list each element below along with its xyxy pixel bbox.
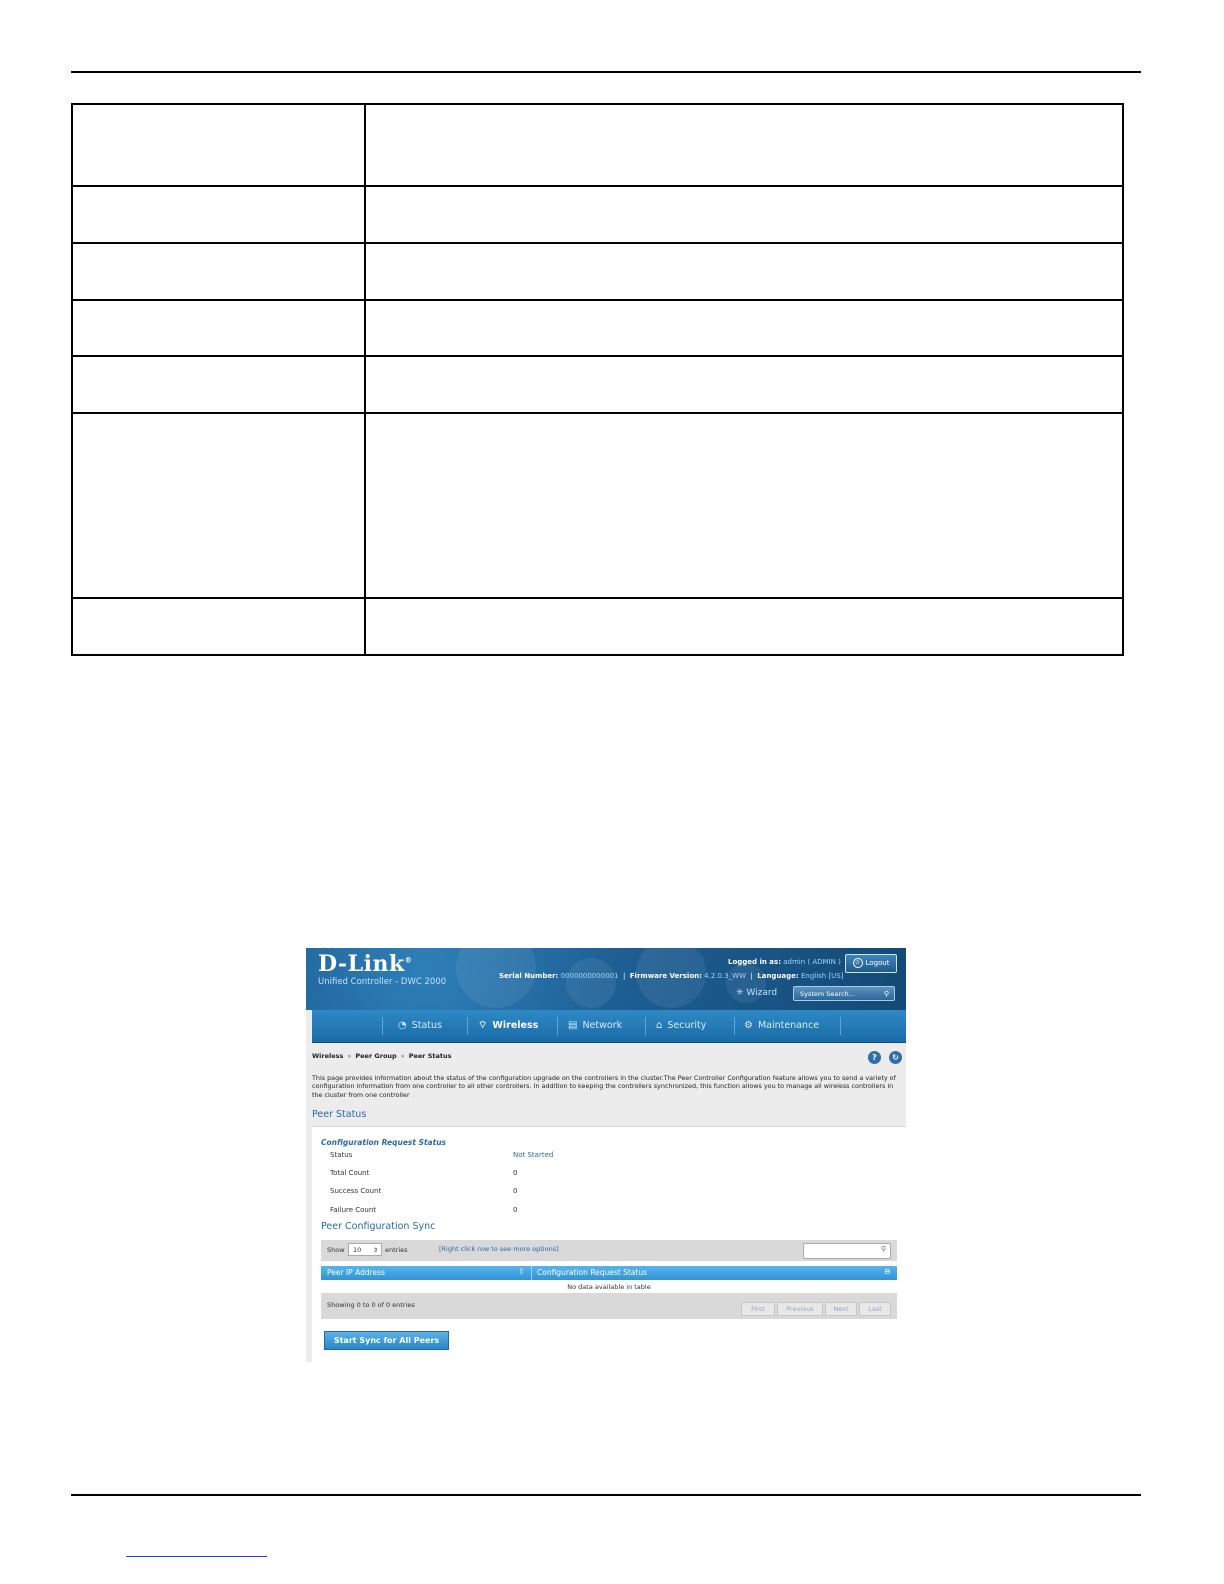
table-row [72,243,1123,300]
system-search-input[interactable]: System Search... ⚲ [793,986,895,1001]
table-info: Showing 0 to 0 of 0 entries [327,1301,415,1309]
table-cell-label [72,104,365,186]
pagination-previous[interactable]: Previous [777,1302,823,1316]
gear-icon: ⚙ [744,1020,753,1031]
pagination-last[interactable]: Last [859,1302,891,1316]
wizard-icon: ✳ [736,988,744,998]
show-label: Show [327,1246,345,1254]
table-cell-label [72,356,365,413]
table-cell-description [365,104,1123,186]
peer-sync-title: Peer Configuration Sync [321,1221,436,1232]
pagination-first[interactable]: First [741,1302,775,1316]
search-icon: ⚲ [883,990,889,998]
footer-rule [71,1494,1141,1496]
gauge-icon: ◔ [398,1020,407,1031]
pagination-next[interactable]: Next [825,1302,857,1316]
breadcrumb-item[interactable]: Peer Group [355,1052,397,1060]
total-count-label: Total Count [330,1169,370,1177]
refresh-icon[interactable]: ↻ [889,1051,902,1064]
main-nav [312,1010,906,1043]
table-cell-label [72,243,365,300]
success-count-label: Success Count [330,1187,382,1195]
lock-icon: ⌂ [656,1020,663,1031]
entries-label: entries [385,1246,408,1254]
nav-maintenance[interactable]: ⚙ Maintenance [744,1010,819,1042]
header-banner [306,948,906,1010]
status-value: Not Started [513,1151,554,1159]
table-row [72,186,1123,243]
table-row [72,413,1123,598]
breadcrumb: Wireless » Peer Group » Peer Status [312,1052,452,1060]
search-icon: ⚲ [880,1245,886,1253]
language-selector[interactable]: English [US] [800,972,844,980]
context-menu-hint: [Right click row to see more options] [439,1245,559,1253]
table-cell-description [365,186,1123,243]
breadcrumb-item: Peer Status [408,1052,452,1060]
table-row [72,300,1123,356]
nav-status[interactable]: ◔ Status [398,1010,442,1042]
table-cell-label [72,598,365,655]
wifi-icon: ⌔ [478,1020,488,1031]
table-footer [321,1293,897,1319]
page-title: Peer Status [312,1109,367,1120]
table-row [72,356,1123,413]
network-icon: ▤ [568,1020,578,1031]
total-count-value: 0 [513,1169,518,1177]
table-cell-label [72,413,365,598]
table-cell-description [365,243,1123,300]
failure-count-label: Failure Count [330,1206,377,1214]
table-cell-description [365,300,1123,356]
page-description: This page provides information about the status of the configuration upgrade on the controllers in the cluster.The Peer Controller Configuration feature allows you to send a variety of configuration information from one controller to all other controllers. In addition to keeping the controllers synchronized, this function allows you to manage all wireless controllers in the cluster from one controller [312,1074,896,1099]
header-rule [71,71,1141,73]
table-cell-description [365,356,1123,413]
column-config-status[interactable]: Configuration Request Status [537,1268,647,1277]
dlink-logo[interactable]: D-Link® [318,951,413,977]
table-search-input[interactable] [803,1243,891,1259]
status-label: Status [330,1151,353,1159]
config-request-title: Configuration Request Status [321,1138,447,1147]
column-toggle-icon[interactable]: ⊖ [884,1267,891,1276]
start-sync-button[interactable]: Start Sync for All Peers [324,1331,449,1350]
peer-status-screenshot [306,948,906,1362]
sort-icon[interactable]: ⇧ [518,1267,525,1276]
column-peer-ip[interactable]: Peer IP Address [327,1268,385,1277]
table-cell-label [72,300,365,356]
table-cell-label [72,186,365,243]
breadcrumb-item[interactable]: Wireless [312,1052,344,1060]
logout-button[interactable]: ⏻ Logout [845,954,897,973]
spinner-icon: ⇕ [372,1247,378,1254]
table-cell-description [365,598,1123,655]
failure-count-value: 0 [513,1206,518,1214]
help-icon[interactable]: ? [868,1051,881,1064]
nav-wireless[interactable]: ⌔ Wireless [478,1010,538,1042]
empty-table-message: No data available in table [321,1282,897,1292]
table-row [72,598,1123,655]
table-toolbar [321,1240,897,1261]
nav-network[interactable]: ▤ Network [568,1010,622,1042]
table-row [72,104,1123,186]
logged-in-info: Logged in as: admin ( ADMIN ) [728,958,841,966]
table-header [321,1266,897,1280]
success-count-value: 0 [513,1187,518,1195]
wizard-link[interactable]: ✳ Wizard [736,988,778,998]
product-subtitle: Unified Controller - DWC 2000 [318,977,447,987]
device-info: Serial Number: 0000000000001 | Firmware Version: 4.2.0.3_WW | Language: English [US] [499,972,844,980]
entries-select[interactable]: 10 ⇕ [348,1243,382,1256]
table-cell-description [365,413,1123,598]
footer-link-underline[interactable] [126,1556,267,1557]
nav-security[interactable]: ⌂ Security [656,1010,706,1042]
power-icon: ⏻ [853,958,863,968]
description-table [71,103,1124,656]
